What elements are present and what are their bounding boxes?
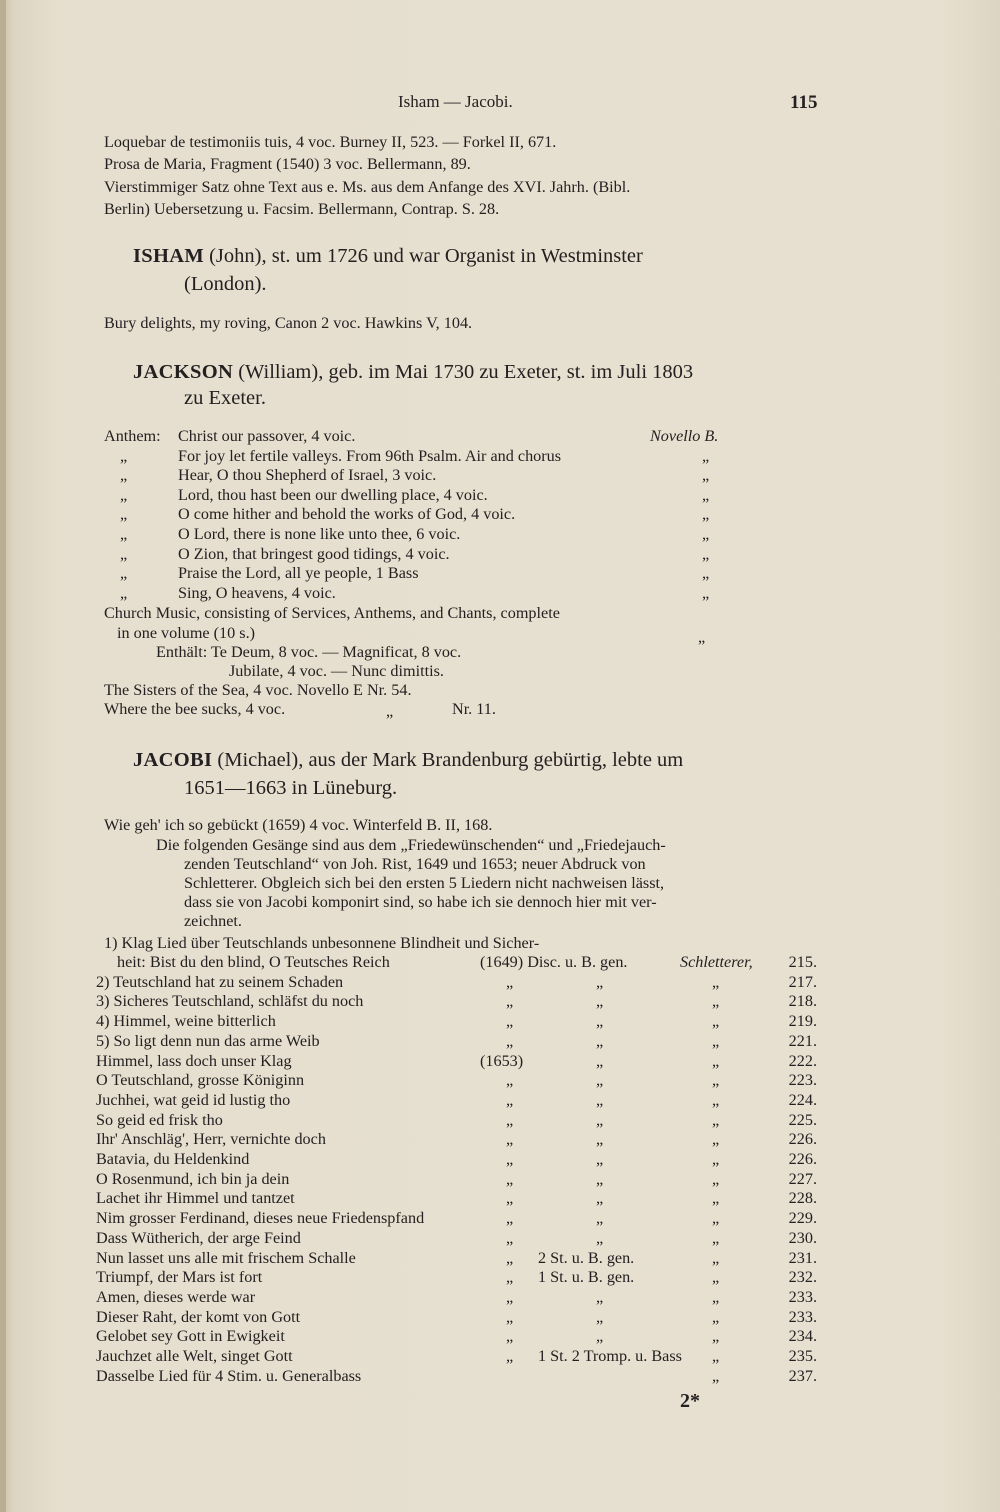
contents-line: Enthält: Te Deum, 8 voc. — Magnificat, 8 voc. [156, 643, 462, 661]
song-item-1-line1: 1) Klag Lied über Teutschlands unbesonnene Blindheit und Sicher- [104, 934, 540, 952]
song-row [0, 1012, 1000, 1031]
ditto-mark: „ [506, 1209, 514, 1228]
ditto-mark: „ [712, 1189, 720, 1208]
song-title: heit: Bist du den blind, O Teutsches Reich [117, 953, 390, 971]
ditto-mark: „ [506, 1327, 514, 1346]
ditto-mark: „ [712, 1268, 720, 1287]
anthem-prefix: „ [120, 564, 128, 583]
song-page: 223. [788, 1071, 817, 1090]
ditto-mark: „ [712, 1248, 720, 1267]
song-row [0, 1032, 1000, 1051]
composer-name: ISHAM [133, 245, 204, 267]
church-music-line: Church Music, consisting of Services, Anthems, and Chants, complete [104, 604, 560, 622]
song-page: 229. [788, 1209, 817, 1228]
song-title: So geid ed frisk tho [96, 1110, 223, 1129]
sheet-signature: 2* [680, 1390, 700, 1412]
anthem-prefix: „ [120, 466, 128, 485]
song-row [0, 1209, 1000, 1228]
song-title: 4) Himmel, weine bitterlich [96, 1012, 276, 1031]
song-title: O Teutschland, grosse Königinn [96, 1071, 305, 1090]
anthem-title: O come hither and behold the works of God, 4 voic. [178, 505, 516, 524]
song-title: Juchhei, wat geid id lustig tho [96, 1090, 291, 1109]
song-page: 217. [788, 972, 817, 991]
ditto-mark: „ [712, 1287, 720, 1306]
song-row [0, 1189, 1000, 1208]
para-line: Schletterer. Obgleich sich bei den ersten 5 Liedern nicht nachweisen lässt, [184, 874, 665, 892]
ditto-mark: „ [506, 1347, 514, 1365]
anthem-prefix: „ [120, 583, 128, 602]
anthem-row [0, 505, 1000, 524]
song-row [0, 973, 1000, 992]
ditto-mark: „ [506, 972, 514, 991]
ditto-mark: „ [712, 1012, 720, 1031]
sisters-line: The Sisters of the Sea, 4 voc. Novello E Nr. 54. [104, 681, 412, 699]
anthem-source: „ [702, 583, 710, 602]
anthem-title: Christ our passover, 4 voic. [178, 427, 356, 445]
song-page: 218. [788, 992, 817, 1011]
ditto-mark: „ [386, 702, 394, 720]
ditto-mark: „ [596, 1189, 604, 1208]
song-title: Dass Wütherich, der arge Feind [96, 1228, 301, 1247]
isham-work: Bury delights, my roving, Canon 2 voc. Hawkins V, 104. [104, 314, 473, 332]
song-page: 230. [788, 1228, 817, 1247]
song-title: Jauchzet alle Welt, singet Gott [96, 1347, 293, 1365]
song-page: 226. [788, 1130, 817, 1149]
ditto-mark: „ [506, 1130, 514, 1149]
song-scoring: (1649) Disc. u. B. gen. [480, 953, 628, 971]
anthem-prefix: „ [120, 505, 128, 524]
ditto-mark: „ [506, 1110, 514, 1129]
ditto-mark: „ [596, 1287, 604, 1306]
song-title: Amen, dieses werde war [96, 1287, 256, 1306]
song-row [0, 1229, 1000, 1248]
church-music-line: in one volume (10 s.) [117, 624, 256, 642]
ditto-mark: „ [506, 1012, 514, 1031]
ditto-mark: „ [506, 1228, 514, 1247]
ditto-mark: „ [712, 1130, 720, 1149]
song-row [0, 1308, 1000, 1327]
intro-line: Vierstimmiger Satz ohne Text aus e. Ms. aus dem Anfange des XVI. Jahrh. (Bibl. [104, 178, 631, 196]
song-row [0, 1130, 1000, 1149]
anthem-title: For joy let fertile valleys. From 96th Psalm. Air and chorus [178, 446, 562, 465]
song-row [0, 1071, 1000, 1090]
anthem-prefix: „ [120, 485, 128, 504]
song-row [0, 1268, 1000, 1287]
anthem-row [0, 584, 1000, 603]
song-title: Himmel, lass doch unser Klag [96, 1051, 292, 1070]
anthem-source: Novello B. [650, 427, 719, 445]
song-page: 237. [788, 1366, 817, 1385]
song-title: 3) Sicheres Teutschland, schläfst du noch [96, 992, 364, 1011]
anthem-row [0, 525, 1000, 544]
ditto-mark: „ [506, 1150, 514, 1168]
anthem-source: „ [702, 564, 710, 583]
composer-name: JACKSON [133, 361, 234, 383]
isham-heading-line2: (London). [184, 273, 267, 295]
anthem-prefix: „ [120, 544, 128, 563]
song-scoring: (1653) [480, 1051, 524, 1070]
song-page: 232. [788, 1268, 817, 1287]
ditto-mark: „ [506, 1189, 514, 1208]
song-title: 5) So ligt denn nun das arme Weib [96, 1031, 320, 1050]
ditto-mark: „ [506, 1169, 514, 1188]
ditto-mark: „ [712, 1347, 720, 1365]
ditto-mark: „ [596, 1169, 604, 1188]
song-page: 224. [788, 1090, 817, 1109]
song-row [0, 1347, 1000, 1366]
ditto-mark: „ [712, 1209, 720, 1228]
ditto-mark: „ [596, 1150, 604, 1168]
ditto-mark: „ [596, 1031, 604, 1050]
intro-line: Berlin) Uebersetzung u. Facsim. Bellermann, Contrap. S. 28. [104, 200, 500, 218]
ditto-mark: „ [506, 1090, 514, 1109]
contents-line: Jubilate, 4 voc. — Nunc dimittis. [229, 662, 444, 680]
song-title: Nun lasset uns alle mit frischem Schalle [96, 1248, 356, 1267]
ditto-mark: „ [596, 1228, 604, 1247]
song-page: 225. [788, 1110, 817, 1129]
jacobi-heading-line2: 1651—1663 in Lüneburg. [184, 777, 398, 799]
song-title: Dasselbe Lied für 4 Stim. u. Generalbass [96, 1366, 362, 1385]
song-title: Nim grosser Ferdinand, dieses neue Friedenspfand [96, 1209, 425, 1228]
song-scoring: 1 St. u. B. gen. [538, 1268, 635, 1287]
anthem-row [0, 466, 1000, 485]
anthem-title: O Lord, there is none like unto thee, 6 voic. [178, 525, 461, 543]
ditto-mark: „ [596, 1130, 604, 1149]
heading-text: (Michael), aus der Mark Brandenburg gebürtig, lebte um [217, 749, 684, 771]
song-row [0, 1367, 1000, 1386]
anthem-title: Lord, thou hast been our dwelling place, 4 voic. [178, 485, 488, 504]
ditto-mark: „ [712, 1169, 720, 1188]
song-page: 215. [788, 953, 817, 971]
anthem-source: „ [702, 525, 710, 543]
song-page: 235. [788, 1347, 817, 1365]
song-title: Triumpf, der Mars ist fort [96, 1268, 263, 1287]
song-row [0, 1111, 1000, 1130]
page-number: 115 [790, 92, 818, 113]
song-title: Ihr' Anschläg', Herr, vernichte doch [96, 1130, 326, 1149]
anthem-source: „ [702, 544, 710, 563]
song-page: 227. [788, 1169, 817, 1188]
song-row [0, 992, 1000, 1011]
intro-line: Prosa de Maria, Fragment (1540) 3 voc. Bellermann, 89. [104, 155, 471, 173]
anthem-prefix: Anthem: [104, 427, 161, 445]
ditto-mark: „ [712, 1228, 720, 1247]
jackson-heading-line2: zu Exeter. [184, 387, 266, 409]
heading-text: (William), geb. im Mai 1730 zu Exeter, st. im Juli 1803 [238, 361, 694, 383]
song-page: 226. [788, 1150, 817, 1168]
jacobi-heading [133, 748, 683, 772]
ditto-mark: „ [506, 992, 514, 1011]
ditto-mark: „ [712, 1110, 720, 1129]
song-row [0, 1170, 1000, 1189]
song-title: Lachet ihr Himmel und tantzet [96, 1189, 295, 1208]
ditto-mark: „ [712, 1031, 720, 1050]
ditto-mark: „ [712, 992, 720, 1011]
intro-line: Loquebar de testimoniis tuis, 4 voc. Burney II, 523. — Forkel II, 671. [104, 133, 557, 151]
ditto-mark: „ [596, 1090, 604, 1109]
song-title: Gelobet sey Gott in Ewigkeit [96, 1327, 285, 1346]
anthem-prefix: „ [120, 446, 128, 465]
bee-line: Where the bee sucks, 4 voc. [104, 700, 286, 718]
song-page: 231. [788, 1248, 817, 1267]
anthem-prefix: „ [120, 525, 128, 543]
ditto-mark: „ [596, 1051, 604, 1070]
ditto-mark: „ [596, 1327, 604, 1346]
anthem-title: Sing, O heavens, 4 voic. [178, 583, 336, 602]
ditto-mark: „ [596, 1110, 604, 1129]
song-page: 233. [788, 1307, 817, 1326]
song-scoring: 2 St. u. B. gen. [538, 1248, 635, 1267]
ditto-mark: „ [596, 1012, 604, 1031]
song-page: 221. [788, 1031, 817, 1050]
composer-name: JACOBI [133, 749, 213, 771]
anthem-source: „ [702, 466, 710, 485]
ditto-mark: „ [596, 1071, 604, 1090]
ditto-mark: „ [506, 1248, 514, 1267]
anthem-title: Hear, O thou Shepherd of Israel, 3 voic. [178, 466, 437, 485]
song-row [0, 1052, 1000, 1071]
anthem-row [0, 564, 1000, 583]
song-scoring: 1 St. 2 Tromp. u. Bass [538, 1347, 682, 1365]
song-row [0, 1327, 1000, 1346]
song-title: O Rosenmund, ich bin ja dein [96, 1169, 290, 1188]
song-row [0, 953, 1000, 972]
song-title: Dieser Raht, der komt von Gott [96, 1307, 301, 1326]
running-head: Isham — Jacobi. [398, 92, 513, 111]
ditto-mark: „ [698, 628, 706, 646]
isham-heading [133, 244, 643, 268]
song-page: 222. [788, 1051, 817, 1070]
jackson-heading [133, 360, 693, 384]
anthem-source: „ [702, 446, 710, 465]
song-page: 233. [788, 1287, 817, 1306]
source-name: Schletterer, [680, 953, 753, 971]
ditto-mark: „ [712, 1366, 720, 1385]
song-title: Batavia, du Heldenkind [96, 1150, 250, 1168]
song-row [0, 1249, 1000, 1268]
ditto-mark: „ [596, 1307, 604, 1326]
ditto-mark: „ [506, 1031, 514, 1050]
song-page: 228. [788, 1189, 817, 1208]
para-line: Die folgenden Gesänge sind aus dem „Friedewünschenden“ und „Friedejauch- [156, 836, 666, 854]
ditto-mark: „ [506, 1307, 514, 1326]
heading-text: (John), st. um 1726 und war Organist in Westminster [209, 245, 643, 267]
anthem-row [0, 545, 1000, 564]
ditto-mark: „ [712, 1327, 720, 1346]
ditto-mark: „ [712, 972, 720, 991]
ditto-mark: „ [712, 1090, 720, 1109]
anthem-row [0, 427, 1000, 446]
bee-nr: Nr. 11. [452, 700, 496, 718]
ditto-mark: „ [506, 1287, 514, 1306]
anthem-row [0, 447, 1000, 466]
anthem-source: „ [702, 505, 710, 524]
ditto-mark: „ [712, 1150, 720, 1168]
song-page: 234. [788, 1327, 817, 1346]
ditto-mark: „ [712, 1071, 720, 1090]
song-row [0, 1150, 1000, 1169]
song-row [0, 1288, 1000, 1307]
ditto-mark: „ [712, 1051, 720, 1070]
song-title: 2) Teutschland hat zu seinem Schaden [96, 972, 344, 991]
ditto-mark: „ [596, 1209, 604, 1228]
anthem-source: „ [702, 485, 710, 504]
ditto-mark: „ [596, 992, 604, 1011]
anthem-title: O Zion, that bringest good tidings, 4 voic. [178, 544, 450, 563]
anthem-row [0, 486, 1000, 505]
ditto-mark: „ [712, 1307, 720, 1326]
para-line: zeichnet. [184, 912, 242, 930]
song-page: 219. [788, 1012, 817, 1031]
wie-geh-line: Wie geh' ich so gebückt (1659) 4 voc. Winterfeld B. II, 168. [104, 816, 493, 834]
ditto-mark: „ [506, 1268, 514, 1287]
para-line: zenden Teutschland“ von Joh. Rist, 1649 und 1653; neuer Abdruck von [184, 855, 646, 873]
anthem-title: Praise the Lord, all ye people, 1 Bass [178, 564, 419, 583]
song-row [0, 1091, 1000, 1110]
ditto-mark: „ [596, 972, 604, 991]
para-line: dass sie von Jacobi komponirt sind, so habe ich sie dennoch hier mit ver- [184, 893, 657, 911]
ditto-mark: „ [506, 1071, 514, 1090]
